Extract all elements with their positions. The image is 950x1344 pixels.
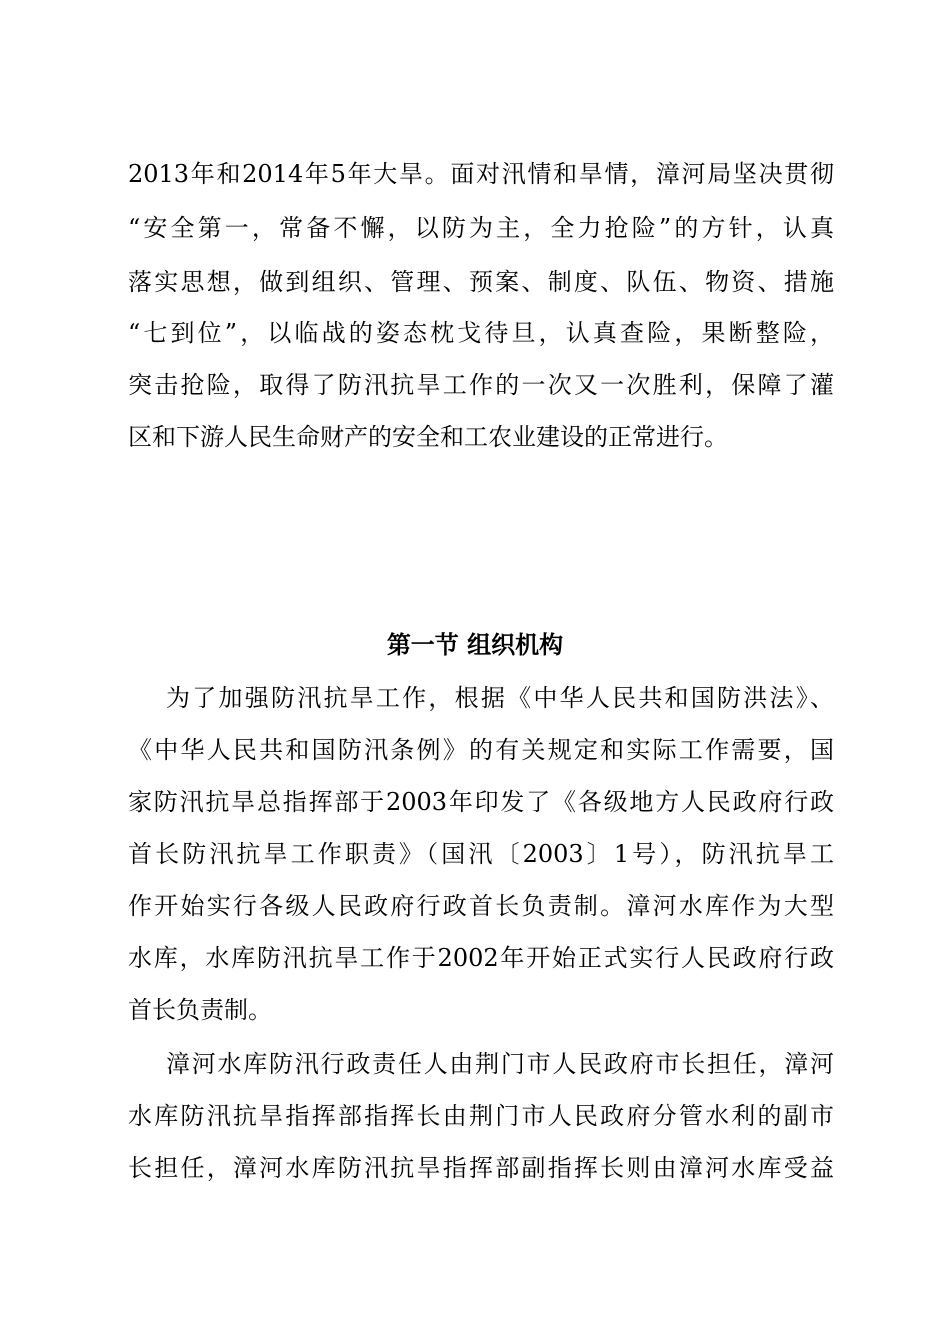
text-line: 漳河水库防汛行政责任人由荆门市人民政府市长担任，漳河 [166,1050,834,1078]
text-line: 突击抢险，取得了防汛抗旱工作的一次又一次胜利，保障了灌 [128,371,834,399]
text-line: 水库，水库防汛抗旱工作于2002年开始正式实行人民政府行政 [128,944,834,972]
text-line: 为了加强防汛抗旱工作，根据《中华人民共和国防洪法》、 [166,684,834,712]
text-line: 区和下游人民生命财产的安全和工农业建设的正常进行。 [128,423,728,451]
text-line: 《中华人民共和国防汛条例》的有关规定和实际工作需要，国 [128,736,834,764]
text-line: 落实思想，做到组织、管理、预案、制度、队伍、物资、措施 [128,268,834,296]
text-line: 首长防汛抗旱工作职责》（国汛〔2003〕1号），防汛抗旱工 [128,840,834,868]
text-line: 水库防汛抗旱指挥部指挥长由荆门市人民政府分管水利的副市 [128,1102,834,1130]
text-line: 2013年和2014年5年大旱。面对汛情和旱情，漳河局坚决贯彻 [128,160,834,188]
text-line: “七到位”，以临战的姿态枕戈待旦，认真查险，果断整险， [128,319,834,347]
text-line: 首长负责制。 [128,996,272,1024]
text-line: 作开始实行各级人民政府行政首长负责制。漳河水库作为大型 [128,892,834,920]
text-line: 长担任，漳河水库防汛抗旱指挥部副指挥长则由漳河水库受益 [128,1154,834,1182]
text-line: 家防汛抗旱总指挥部于2003年印发了《各级地方人民政府行政 [128,788,834,816]
section-title: 第一节 组织机构 [386,631,564,659]
text-line: “安全第一，常备不懈，以防为主，全力抢险”的方针，认真 [128,214,834,242]
